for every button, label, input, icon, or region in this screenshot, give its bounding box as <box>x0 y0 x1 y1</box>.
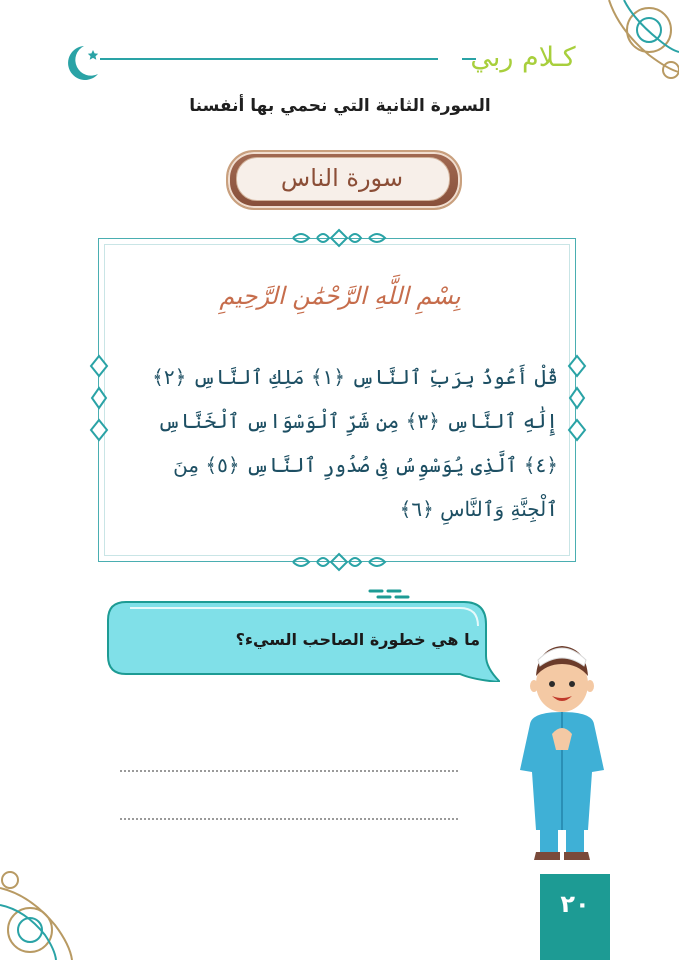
surah-title: سورة الناس <box>280 164 404 192</box>
brand-title: كـلام ربي <box>470 42 576 73</box>
basmala: بِسْمِ اللَّهِ الرَّحْمَٰنِ الرَّحِيمِ <box>219 282 461 310</box>
verse-line: قُلْ أَعُوذُ بِرَبِّ ٱلنَّاسِ ﴿١﴾ مَلِكِ ٱلنَّاسِ ﴿٢﴾ <box>152 365 558 389</box>
boy-illustration <box>512 630 612 870</box>
verse-line: ٱلْجِنَّةِ وَٱلنَّاسِ ﴿٦﴾ <box>399 497 558 521</box>
frame-ornament-icon <box>287 550 391 574</box>
answer-line[interactable] <box>120 818 458 820</box>
answer-line[interactable] <box>120 770 458 772</box>
activity-question: ما هي خطورة الصاحب السيء؟ <box>235 630 480 649</box>
frame-ornament-icon <box>287 226 391 250</box>
frame-ornament-icon <box>566 352 588 444</box>
verse-line: إِلَٰهِ ٱلنَّاسِ ﴿٣﴾ مِن شَرِّ ٱلْوَسْوَاسِ ٱلْخَنَّاسِ <box>157 409 558 433</box>
surah-text <box>118 355 558 531</box>
verse-line: ﴿٤﴾ ٱلَّذِى يُوَسْوِسُ فِى صُدُورِ ٱلنَّاسِ ﴿٥﴾ مِنَ <box>173 453 558 477</box>
lesson-subtitle: السورة الثانية التي نحمي بها أنفسنا <box>189 96 491 116</box>
header-rule <box>100 58 438 60</box>
frame-ornament-icon <box>88 352 110 444</box>
page-number: ٢٠ <box>560 890 590 918</box>
corner-ornament-icon <box>0 860 100 960</box>
crescent-star-icon <box>58 40 104 86</box>
